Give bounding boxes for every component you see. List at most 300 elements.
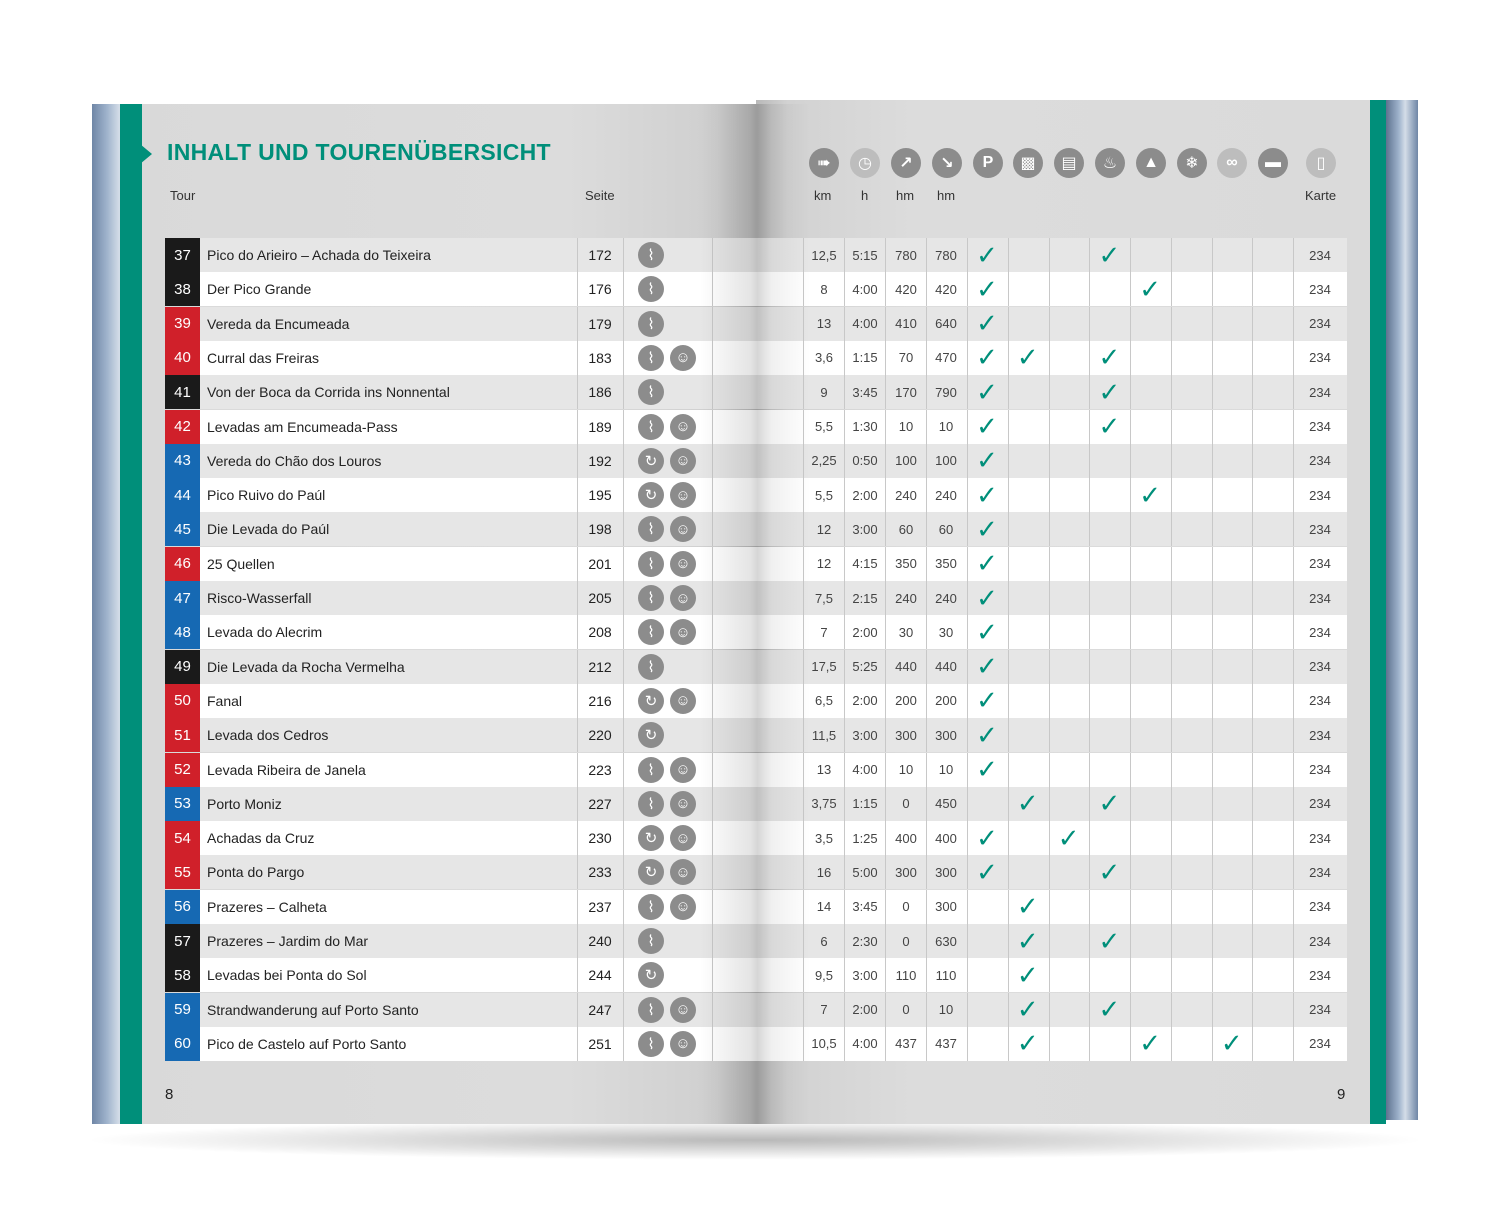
page-title: INHALT UND TOURENÜBERSICHT [167,139,551,165]
column-divider [1049,650,1050,684]
table-row [165,684,1347,718]
check-icon: ✓ [976,411,998,441]
tour-km: 2,25 [811,453,837,469]
column-divider [623,650,624,684]
tour-h: 2:00 [852,487,878,503]
column-divider [1049,718,1050,752]
column-divider [1171,615,1172,649]
column-divider [577,478,578,512]
round-trip-icon: ↻ [638,962,664,988]
check-icon: ✓ [976,582,998,613]
column-divider [712,684,713,718]
kids-bear-icon: ☺ [670,448,696,474]
tour-km: 12,5 [811,247,837,263]
column-divider [1212,375,1213,409]
tour-down: 10 [938,1002,954,1018]
tour-km: 12 [816,521,832,537]
tour-number-badge: 47 [165,581,200,615]
column-divider [1252,787,1253,821]
column-divider [1212,855,1213,889]
book-shadow [80,1120,1430,1160]
column-divider [1130,547,1131,581]
linear-route-icon: ⌇ [638,654,664,680]
tour-down: 400 [935,830,957,846]
column-divider [1049,1027,1050,1061]
tour-number-badge: 37 [165,238,200,272]
column-divider [712,272,713,306]
tour-karte: 234 [1309,624,1331,640]
bus-icon: ▩ [1013,148,1043,178]
tour-name: Levada dos Cedros [207,727,329,744]
page-edge-right [1386,100,1418,1120]
column-divider [1171,890,1172,924]
tour-km: 8 [820,281,828,297]
column-divider [712,478,713,512]
column-divider [967,1027,968,1061]
column-divider [712,855,713,889]
tour-down: 450 [935,796,957,812]
column-divider [1049,512,1050,546]
tour-up: 240 [895,487,917,503]
column-divider [1171,444,1172,478]
table-row [165,924,1347,958]
column-divider [1089,821,1090,855]
column-divider [1252,753,1253,787]
check-icon: ✓ [1098,994,1121,1025]
column-divider [1252,238,1253,272]
tour-name: Vereda da Encumeada [207,315,350,332]
column-divider [1089,478,1090,512]
column-divider [623,684,624,718]
tour-down: 640 [935,316,957,332]
column-divider [967,958,968,992]
tour-up: 0 [902,933,910,949]
column-divider [1252,958,1253,992]
column-divider [712,958,713,992]
tour-number-badge: 51 [165,718,200,752]
column-divider [577,684,578,718]
column-divider [1008,753,1009,787]
kids-bear-icon: ☺ [670,551,696,577]
column-divider [1212,307,1213,341]
linear-route-icon: ⌇ [638,791,664,817]
column-divider [1049,855,1050,889]
linear-route-icon: ⌇ [638,997,664,1023]
tour-name: Prazeres – Jardim do Mar [207,933,369,949]
column-divider [1212,615,1213,649]
tour-karte: 234 [1309,864,1331,880]
check-icon: ✓ [1016,891,1039,922]
tour-h: 3:00 [852,727,878,743]
tour-page: 244 [588,967,612,984]
tour-down: 300 [935,727,957,743]
tour-number-badge: 52 [165,753,200,787]
tour-h: 3:00 [852,967,878,983]
column-divider [1171,307,1172,341]
column-divider [1252,512,1253,546]
tour-page: 212 [588,658,612,675]
parking-icon: P [973,148,1003,178]
column-divider [1212,410,1213,444]
linear-route-icon: ⌇ [638,551,664,577]
tour-h: 1:25 [852,830,878,846]
column-divider [1171,341,1172,375]
tour-number-badge: 55 [165,855,200,889]
column-divider [1089,615,1090,649]
tour-karte: 234 [1309,659,1331,675]
tour-name: Vereda do Chão dos Louros [207,452,382,469]
header-km: km [814,188,832,203]
kids-bear-icon: ☺ [670,516,696,542]
column-divider [623,958,624,992]
kids-bear-icon: ☺ [670,585,696,611]
tour-km: 9,5 [814,967,834,983]
table-row [165,958,1347,992]
tour-karte: 234 [1309,727,1331,743]
column-divider [1212,958,1213,992]
tour-down: 240 [935,590,957,606]
column-divider [1171,855,1172,889]
tour-name: Die Levada da Rocha Vermelha [207,658,405,675]
tour-karte: 234 [1309,796,1331,812]
check-icon: ✓ [1057,822,1080,853]
column-divider [712,375,713,409]
table-row [165,753,1347,787]
column-divider [1252,410,1253,444]
column-divider [1008,821,1009,855]
column-divider [577,855,578,889]
column-divider [1252,272,1253,306]
winter-icon: ❄ [1177,148,1207,178]
column-divider [1212,650,1213,684]
column-divider [1171,650,1172,684]
linear-route-icon: ⌇ [638,414,664,440]
tour-number-badge: 42 [165,410,200,444]
column-divider [1130,410,1131,444]
tour-down: 100 [935,453,957,469]
column-divider [712,787,713,821]
tour-page: 195 [588,487,612,504]
tour-page: 220 [588,727,612,744]
column-divider [1089,890,1090,924]
column-divider [1130,512,1131,546]
column-divider [1212,238,1213,272]
table-row [165,478,1347,512]
column-divider [1008,478,1009,512]
tour-karte: 234 [1309,762,1331,777]
tour-number-badge: 43 [165,444,200,478]
column-divider [1008,307,1009,341]
column-divider [1252,890,1253,924]
signpost-icon: ➠ [809,148,839,178]
tour-karte: 234 [1309,521,1331,537]
column-divider [1130,341,1131,375]
linear-route-icon: ⌇ [638,585,664,611]
check-icon: ✓ [976,822,998,853]
column-divider [623,890,624,924]
tour-down: 200 [935,693,957,709]
check-icon: ✓ [976,239,998,270]
kids-bear-icon: ☺ [670,997,696,1023]
column-divider [1130,581,1131,615]
column-divider [1089,684,1090,718]
column-divider [712,444,713,478]
check-icon: ✓ [1098,239,1121,270]
table-row [165,272,1347,306]
column-divider [1212,924,1213,958]
column-divider [1089,512,1090,546]
column-divider [1212,272,1213,306]
round-trip-icon: ↻ [638,722,664,748]
column-divider [577,890,578,924]
column-divider [1212,821,1213,855]
accent-bar-right [1370,100,1386,1124]
tour-page: 198 [588,521,612,538]
column-divider [967,787,968,821]
column-divider [623,307,624,341]
column-divider [577,341,578,375]
page-number-right: 9 [1337,1086,1346,1103]
tour-page: 176 [588,281,612,298]
tour-down: 240 [935,487,957,503]
tour-up: 70 [898,350,914,366]
tour-h: 2:15 [852,590,878,606]
tour-h: 2:00 [852,693,878,709]
tour-up: 110 [895,967,917,983]
tour-number-badge: 50 [165,684,200,718]
column-divider [1049,478,1050,512]
check-icon: ✓ [976,548,998,579]
tour-km: 11,5 [811,727,837,743]
tour-h: 5:00 [852,864,878,880]
tour-number-badge: 38 [165,272,200,306]
column-divider [1130,958,1131,992]
tour-down: 420 [935,281,957,297]
round-trip-icon: ↻ [638,482,664,508]
tour-h: 0:50 [852,453,878,469]
column-divider [1089,272,1090,306]
column-divider [1089,581,1090,615]
column-divider [1171,924,1172,958]
column-divider [712,410,713,444]
header-hm-up: hm [896,188,915,203]
table-row [165,787,1347,821]
column-divider [1171,547,1172,581]
tour-name: Von der Boca da Corrida ins Nonnental [207,384,450,401]
tour-down: 10 [938,762,954,777]
check-icon: ✓ [1098,411,1121,441]
tour-down: 437 [935,1036,957,1052]
tour-number-badge: 49 [165,650,200,684]
page-number-left: 8 [165,1086,174,1103]
column-divider [1252,444,1253,478]
column-divider [712,581,713,615]
column-divider [623,821,624,855]
tour-page: 247 [588,1001,612,1018]
tour-down: 30 [938,624,954,640]
column-divider [1252,615,1253,649]
column-divider [712,512,713,546]
tour-km: 13 [816,316,832,332]
column-divider [1130,890,1131,924]
tour-name: Prazeres – Calheta [207,898,327,915]
column-divider [1049,787,1050,821]
table-row [165,581,1347,615]
tour-number-badge: 44 [165,478,200,512]
tour-km: 5,5 [814,419,834,434]
tour-down: 60 [938,521,954,537]
column-divider [1130,684,1131,718]
tour-karte: 234 [1309,487,1331,503]
column-divider [712,993,713,1027]
column-divider [1049,341,1050,375]
tour-up: 437 [895,1036,917,1052]
round-trip-icon: ↻ [638,688,664,714]
check-icon: ✓ [976,445,998,476]
tour-km: 3,75 [811,796,837,812]
column-divider [1130,855,1131,889]
column-divider [577,307,578,341]
column-divider [1212,478,1213,512]
ascent-icon: ↗ [891,148,921,178]
check-icon: ✓ [1098,925,1121,956]
kids-bear-icon: ☺ [670,1031,696,1057]
column-divider [712,615,713,649]
column-divider [623,924,624,958]
tour-h: 5:15 [852,247,878,263]
column-divider [1089,307,1090,341]
column-divider [577,1027,578,1061]
tour-name: Levadas am Encumeada-Pass [207,418,398,435]
column-divider [1049,238,1050,272]
tour-up: 0 [902,796,910,812]
tour-page: 205 [588,590,612,606]
table-row [165,855,1347,889]
tour-number-badge: 53 [165,787,200,821]
column-divider [1171,375,1172,409]
column-divider [712,753,713,787]
column-divider [712,341,713,375]
tour-page: 189 [588,418,612,435]
column-divider [623,444,624,478]
column-divider [1089,1027,1090,1061]
column-divider [577,958,578,992]
tour-page: 227 [588,795,612,812]
tour-karte: 234 [1309,693,1331,709]
tour-h: 4:15 [852,556,878,572]
column-divider [1008,512,1009,546]
linear-route-icon: ⌇ [638,276,664,302]
tour-km: 12 [816,556,832,572]
tour-h: 3:45 [852,384,878,400]
column-divider [1252,924,1253,958]
table-row [165,410,1347,444]
column-divider [1049,924,1050,958]
table-row [165,821,1347,855]
column-divider [1212,753,1213,787]
tour-name: Pico de Castelo auf Porto Santo [207,1035,407,1052]
column-divider [1008,684,1009,718]
column-divider [1171,410,1172,444]
column-divider [1049,615,1050,649]
column-divider [1130,924,1131,958]
tour-down: 110 [935,967,957,983]
column-divider [577,993,578,1027]
column-divider [623,272,624,306]
column-divider [1171,684,1172,718]
column-divider [577,718,578,752]
column-divider [967,890,968,924]
tour-karte: 234 [1309,453,1331,469]
tour-name: Pico Ruivo do Paúl [207,487,326,504]
column-divider [1008,615,1009,649]
tour-down: 300 [935,864,957,880]
column-divider [1008,718,1009,752]
column-divider [623,341,624,375]
map-icon: ▯ [1306,148,1336,178]
linear-route-icon: ⌇ [638,242,664,268]
kids-bear-icon: ☺ [670,859,696,885]
table-row [165,993,1347,1027]
column-divider [1008,272,1009,306]
tour-km: 14 [816,899,832,915]
table-row [165,375,1347,409]
tour-name: Achadas da Cruz [207,830,315,847]
tour-karte: 234 [1309,419,1331,434]
tour-page: 230 [588,830,612,847]
column-divider [623,547,624,581]
tour-page: 223 [588,761,612,778]
tour-up: 100 [895,453,917,469]
column-divider [1049,307,1050,341]
tour-karte: 234 [1309,281,1331,297]
tour-up: 240 [895,590,917,606]
column-divider [623,375,624,409]
kids-bear-icon: ☺ [670,825,696,851]
tour-page: 237 [588,898,612,915]
column-divider [623,787,624,821]
tour-h: 3:45 [852,899,878,915]
check-icon: ✓ [976,856,998,887]
column-divider [1171,238,1172,272]
column-divider [623,512,624,546]
column-divider [1008,375,1009,409]
column-divider [1252,547,1253,581]
column-divider [623,238,624,272]
kids-bear-icon: ☺ [670,345,696,371]
column-divider [577,444,578,478]
column-divider [1171,478,1172,512]
descent-icon: ↘ [932,148,962,178]
tour-number-badge: 57 [165,924,200,958]
tour-h: 4:00 [852,316,878,332]
tour-up: 300 [895,727,917,743]
tour-down: 470 [935,350,957,366]
tour-name: Levadas bei Ponta do Sol [207,967,367,984]
kids-bear-icon: ☺ [670,688,696,714]
column-divider [1049,581,1050,615]
tour-number-badge: 58 [165,958,200,992]
column-divider [623,410,624,444]
check-icon: ✓ [976,719,998,750]
tour-down: 10 [938,419,954,434]
linear-route-icon: ⌇ [638,928,664,954]
linear-route-icon: ⌇ [638,345,664,371]
tour-name: Risco-Wasserfall [207,590,312,606]
table-row [165,444,1347,478]
title-arrow-icon [140,144,152,164]
table-row [165,718,1347,752]
